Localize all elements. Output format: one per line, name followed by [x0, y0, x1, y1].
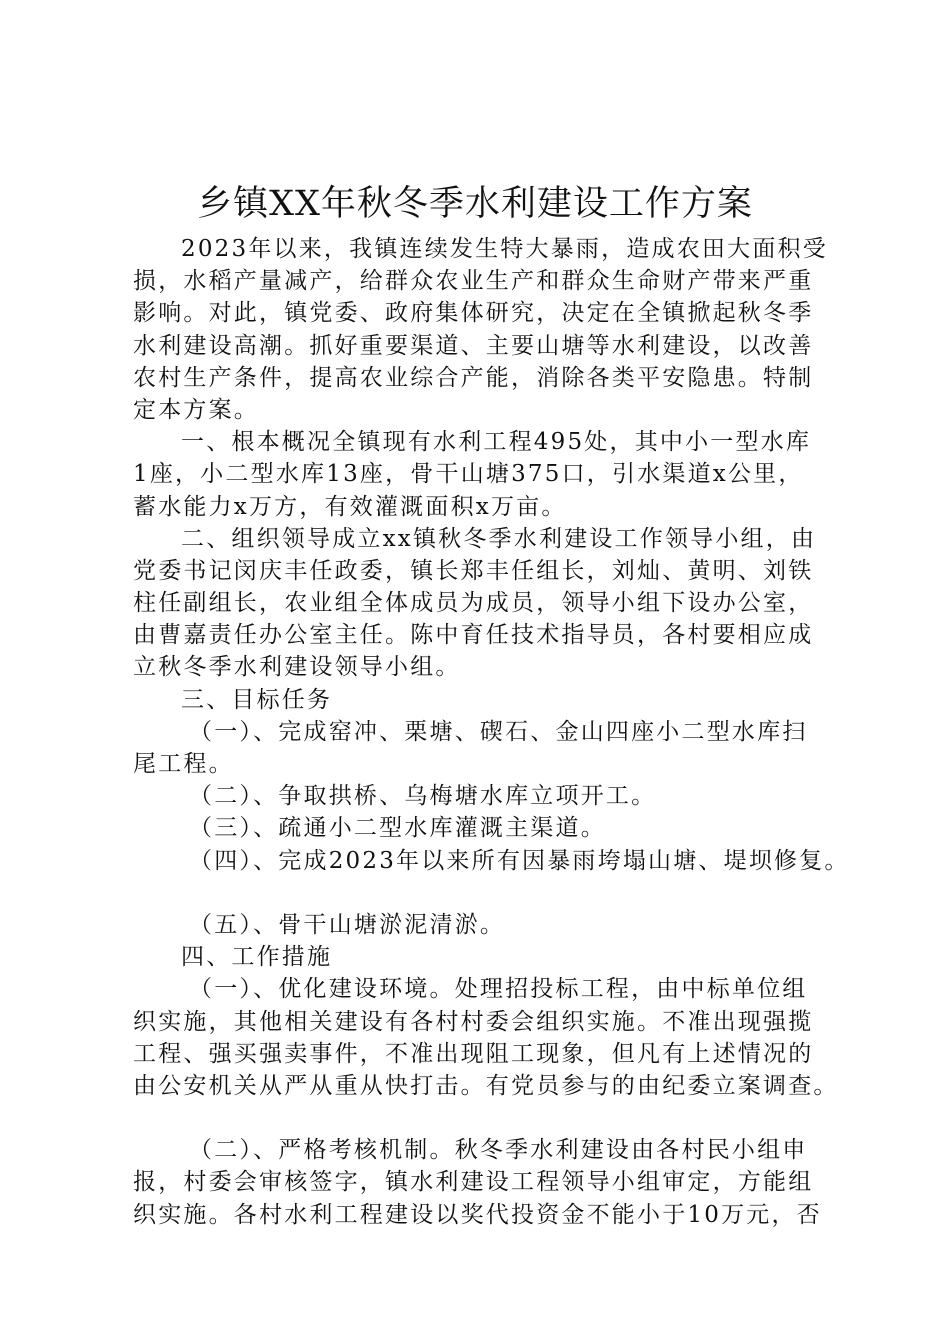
paragraph-line: 水利建设高潮。抓好重要渠道、主要山塘等水利建设，以改善 — [133, 332, 814, 359]
paragraph-line: 立秋冬季水利建设领导小组。 — [133, 654, 461, 681]
paragraph-line: 由公安机关从严从重从快打击。有党员参与的由纪委立案调查。 — [133, 1072, 839, 1099]
paragraph-line: 柱任副组长，农业组全体成员为成员，领导小组下设办公室， — [133, 590, 814, 617]
blank-line — [133, 877, 833, 909]
blank-line — [133, 1102, 833, 1134]
paragraph-line: 党委书记闵庆丰任政委，镇长郑丰任组长，刘灿、黄明、刘铁 — [133, 557, 814, 584]
paragraph-line: 由曹嘉责任办公室主任。陈中育任技术指导员，各村要相应成 — [133, 622, 814, 649]
paragraph-line: （二）、争取拱桥、乌梅塘水库立项开工。 — [189, 783, 657, 810]
paragraph-line: 尾工程。 — [133, 751, 234, 777]
paragraph-line: 1座，小二型水库13座，骨干山塘375口，引水渠道x公里， — [133, 461, 804, 488]
paragraph-line: 工程、强买强卖事件，不准出现阻工现象，但凡有上述情况的 — [133, 1040, 814, 1067]
section-heading: 四、工作措施 — [181, 944, 333, 971]
paragraph-line: （一）、优化建设环境。处理招投标工程，由中标单位组 — [189, 976, 808, 1003]
paragraph-line: 农村生产条件，提高农业综合产能，消除各类平安隐患。特制 — [133, 364, 814, 391]
paragraph-line: （三）、疏通小二型水库灌溉主渠道。 — [189, 815, 606, 842]
document-title: 乡镇XX年秋冬季水利建设工作方案 — [197, 184, 753, 224]
paragraph-line: （四）、完成2023年以来所有因暴雨垮塌山塘、堤坝修复。 — [189, 847, 850, 874]
paragraph-line: （一）、完成窑冲、栗塘、碶石、金山四座小二型水库扫 — [189, 718, 808, 745]
paragraph-line: 织实施。各村水利工程建设以奖代投资金不能小于10万元，否 — [133, 1201, 822, 1228]
paragraph-line: 定本方案。 — [133, 396, 259, 423]
paragraph-line: （二）、严格考核机制。秋冬季水利建设由各村民小组申 — [189, 1137, 808, 1164]
paragraph-line: 报，村委会审核签字，镇水利建设工程领导小组审定，方能组 — [133, 1169, 814, 1196]
paragraph-line: 损，水稻产量减产，给群众农业生产和群众生命财产带来严重 — [133, 268, 814, 295]
section-heading: 三、目标任务 — [181, 686, 333, 713]
document-body — [133, 233, 850, 1231]
paragraph-line: 影响。对此，镇党委、政府集体研究，决定在全镇掀起秋冬季 — [133, 300, 814, 327]
paragraph-line: 一、根本概况全镇现有水利工程495处，其中小一型水库 — [181, 429, 812, 456]
paragraph-line: 织实施，其他相关建设有各村村委会组织实施。不准出现强揽 — [133, 1008, 814, 1035]
paragraph-line: 2023年以来，我镇连续发生特大暴雨，造成农田大面积受 — [181, 236, 828, 262]
paragraph-line: （五）、骨干山塘淤泥清淤。 — [189, 911, 506, 938]
paragraph-line: 二、组织领导成立xx镇秋冬季水利建设工作领导小组，由 — [181, 525, 817, 552]
paragraph-line: 蓄水能力x万方，有效灌溉面积x万亩。 — [133, 493, 567, 520]
